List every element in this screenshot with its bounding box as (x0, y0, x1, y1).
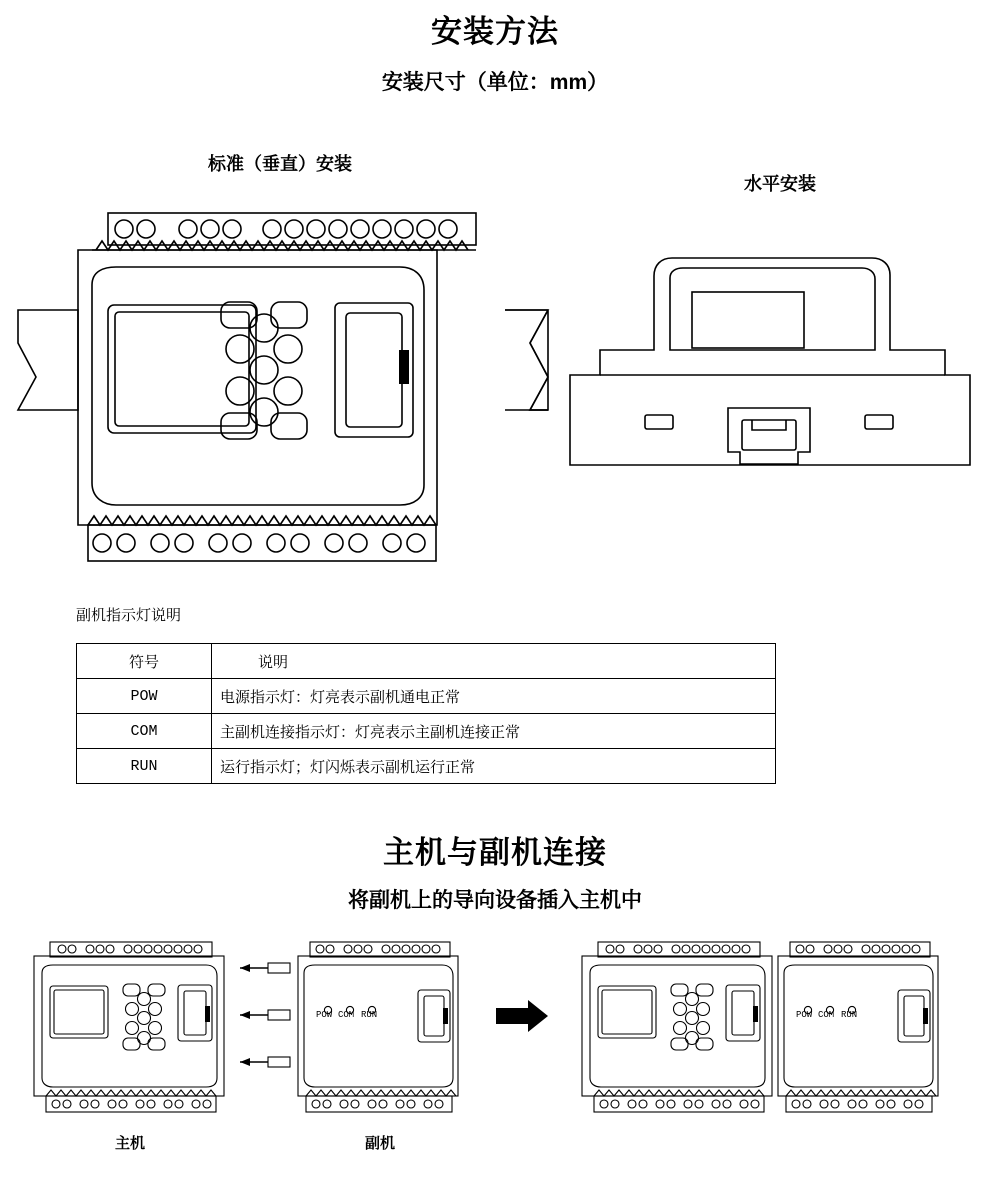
table-row (77, 679, 776, 714)
indicator-legend-table (76, 643, 776, 784)
led-label-com-left: COM (338, 1010, 355, 1020)
horizontal-mount-diagram (560, 230, 980, 505)
table-row (77, 714, 776, 749)
caption-horizontal-install: 水平安装 (744, 174, 816, 194)
column-header-description: 说明 (212, 644, 776, 679)
cell-description: 电源指示灯：灯亮表示副机通电正常 (212, 679, 776, 714)
cell-description: 主副机连接指示灯：灯亮表示主副机连接正常 (212, 714, 776, 749)
cell-symbol: RUN (77, 749, 212, 784)
connection-title: 主机与副机连接 (383, 835, 607, 870)
cell-symbol: POW (77, 679, 212, 714)
led-label-com-right: COM (818, 1010, 835, 1020)
label-slave: 副机 (364, 1135, 395, 1152)
caption-vertical-install: 标准（垂直）安装 (208, 154, 352, 174)
column-header-symbol: 符号 (77, 644, 212, 679)
led-label-run-right: RUN (841, 1010, 858, 1020)
page-title: 安装方法 (431, 14, 559, 49)
cell-symbol: COM (77, 714, 212, 749)
vertical-mount-diagram (0, 195, 580, 590)
table-row (77, 749, 776, 784)
label-host: 主机 (114, 1135, 145, 1152)
connection-subtitle: 将副机上的导向设备插入主机中 (348, 889, 642, 912)
led-label-pow-left: POW (316, 1010, 333, 1020)
led-label-run-left: RUN (361, 1010, 378, 1020)
cell-description: 运行指示灯；灯闪烁表示副机运行正常 (212, 749, 776, 784)
table-header-row (77, 644, 776, 679)
page-subtitle: 安装尺寸（单位：mm） (381, 71, 609, 94)
connection-diagram (0, 930, 990, 1135)
led-label-pow-right: POW (796, 1010, 813, 1020)
legend-label: 副机指示灯说明 (76, 607, 182, 624)
